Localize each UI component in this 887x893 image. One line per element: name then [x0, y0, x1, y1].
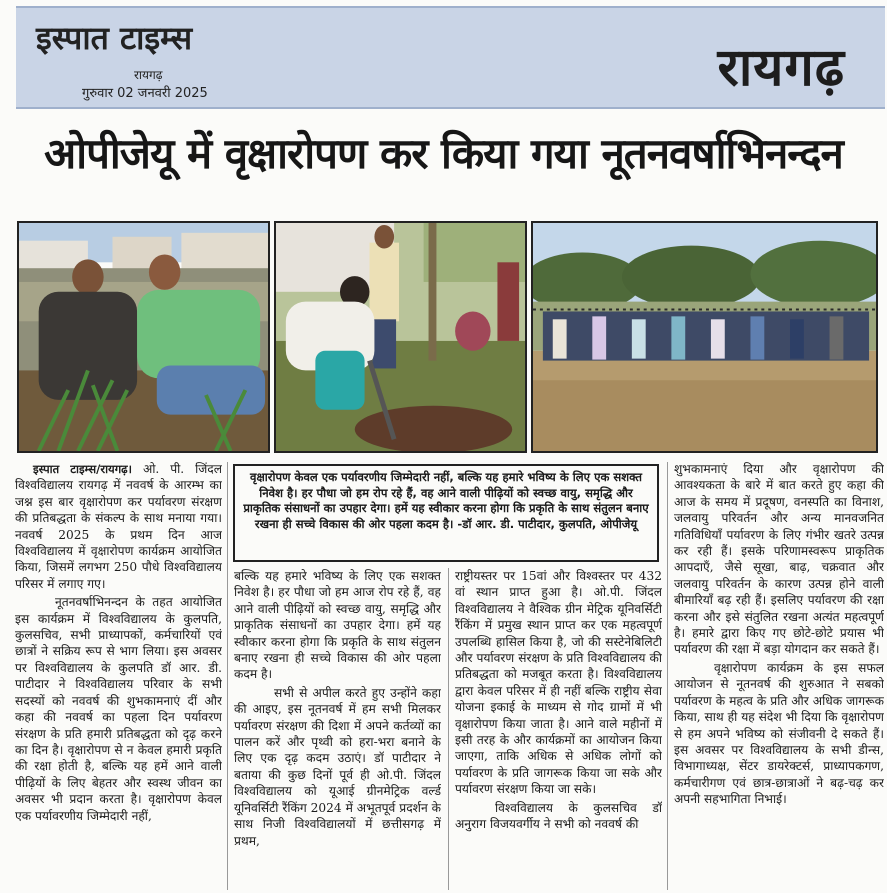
- headline: ओपीजेयू में वृक्षारोपण कर किया गया नूतनवर्षाभिनन्दन: [44, 129, 843, 178]
- photo-group-campus: [531, 221, 878, 453]
- byline: इस्पात टाइम्स/रायगढ़।: [33, 462, 133, 476]
- photo-planting-woman-shovel-icon: [276, 223, 525, 451]
- edition-city: रायगढ़: [134, 68, 163, 82]
- pull-quote: वृक्षारोपण केवल एक पर्यावरणीय जिम्मेदारी नहीं, बल्कि यह हमारे भविष्य के लिए एक सशक्त निवेश है। हर पौधा जो हम रोप रहे हैं, वह आने वाली पीढ़ियों को स्वच्छ वायु, समृद्धि और प्राकृतिक संसाधनों का उपहार देगा। हमें यह स्वीकार करना होगा कि प्रकृति के साथ संतुलन बनाए रखना ही सच्चे विकास की ओर पहला कदम है। -डॉ आर. डी. पाटीदार, कुलपति, ओपीजेयू: [233, 464, 659, 562]
- article-column-4: [674, 461, 884, 891]
- photo-planting-two-men: [17, 221, 270, 453]
- section-title: रायगढ़: [717, 38, 845, 98]
- column-rule: [667, 462, 668, 890]
- article-column-1: [15, 461, 222, 891]
- photo-planting-two-men-icon: [19, 223, 268, 451]
- paragraph: बल्कि यह हमारे भविष्य के लिए एक सशक्त निवेश है। हर पौधा जो हम आज रोप रहे हैं, वह आने वाली पीढ़ियों को स्वच्छ वायु, समृद्धि और प्राकृतिक संसाधनों का उपहार देगा। हमें यह स्वीकार करना होगा कि प्रकृति के साथ संतुलन बनाए रखना ही सच्चे विकास की ओर पहला कदम है।: [234, 569, 441, 682]
- paragraph: विश्वविद्यालय के कुलसचिव डॉ अनुराग विजयवर्गीय ने सभी को नववर्ष की: [455, 800, 662, 832]
- column-rule: [227, 462, 228, 890]
- paragraph: शुभकामनाएं दिया और वृक्षारोपण की आवश्यकता के बारे में बात करते हुए कहा की आज के समय में प्रदूषण, वनस्पति का विनाश, जलवायु परिवर्तन और अन्य मानवजनित गतिविधियाँ पर्यावरण के लिए गंभीर खतरे उत्पन्न कर रही हैं। इसके परिणामस्वरूप प्राकृतिक आपदाएँ, जैसे सूखा, बाढ़, चक्रवात और जलवायु परिवर्तन के कारण उत्पन्न होने वाली बीमारियाँ बढ़ रही हैं। इसलिए पर्यावरण की रक्षा करना और इसे संतुलित रखना अत्यंत महत्वपूर्ण है। हमारे द्वारा किए गए छोटे-छोटे प्रयास भी पर्यावरण की रक्षा में बड़ा योगदान कर सकते हैं।: [674, 462, 884, 657]
- column-rule: [448, 568, 449, 890]
- article-column-2: [234, 568, 441, 890]
- paragraph: सभी से अपील करते हुए उन्होंने कहा की आइए, इस नूतनवर्ष में हम सभी मिलकर पर्यावरण संरक्षण की दिशा में अपने कर्तव्यों का पालन करें और पृथ्वी को हरा-भरा बनाने के लिए एक दृढ़ कदम उठाएं। डॉ पाटीदार ने बताया की कुछ दिनों पूर्व ही ओ.पी. जिंदल विश्वविद्यालय को यूआई ग्रीनमेट्रिक वर्ल्ड यूनिवर्सिटी रैंकिंग 2024 में अभूतपूर्व प्रदर्शन के साथ निजी विश्वविद्यालयों में छत्तीसगढ़ में प्रथम,: [234, 685, 441, 848]
- paragraph: वृक्षारोपण कार्यक्रम के इस सफल आयोजन से नूतनवर्ष की शुरुआत ने सबको पर्यावरण के महत्व के प्रति और अधिक जागरूक किया, साथ ही यह संदेश भी दिया कि वृक्षारोपण से हम अपने भविष्य को संजीवनी दे सकते हैं। इस अवसर पर विश्वविद्यालय के सभी डीन्स, विभागाध्यक्ष, सेंटर डायरेक्टर्स, प्राध्यापकगण, कर्मचारीगण एवं छात्र-छात्राओं ने बढ़-चढ़ कर अपनी सहभागिता निभाई।: [674, 660, 884, 807]
- newspaper-name: इस्पात टाइम्स: [36, 19, 193, 57]
- edition-date: गुरुवार 02 जनवरी 2025: [82, 86, 208, 101]
- paragraph: ओ. पी. जिंदल विश्वविद्यालय रायगढ़ में नववर्ष के आरम्भ का जश्न इस बार वृक्षारोपण कर पर्यावरण संरक्षण की प्रतिबद्धता के संकल्प के साथ मनाया गया। नववर्ष 2025 के प्रथम दिन आज विश्वविद्यालय में वृक्षारोपण कार्यक्रम आयोजित किया, जिसमें लगभग 250 पौधे विश्वविद्यालय परिसर में लगाए गए।: [15, 462, 222, 591]
- photo-group-campus-icon: [533, 223, 876, 451]
- article-column-3: [455, 568, 662, 890]
- paragraph: राष्ट्रीयस्तर पर 15वां और विश्वस्तर पर 432 वां स्थान प्राप्त हुआ है। ओ.पी. जिंदल विश्वविद्यालय ने वैश्विक ग्रीन मेट्रिक यूनिवर्सिटी रैंकिंग में प्रमुख स्थान प्राप्त कर एक महत्वपूर्ण उपलब्धि हासिल किया है, जो की सस्टेनेबिलिटी और पर्यावरण संरक्षण के प्रति विश्वविद्यालय की प्रतिबद्धता को मजबूत करता है। विश्वविद्यालय द्वारा केवल परिसर में ही नहीं बल्कि राष्ट्रीय सेवा योजना इकाई के माध्यम से गोद ग्रामों में भी वृक्षारोपण किया जाता है। आने वाले महीनों में इसी तरह के और कार्यक्रमों का आयोजन किया जाएगा, ताकि अधिक से अधिक लोगों को पर्यावरण के प्रति जागरूक किया जा सके और पर्यावरण संरक्षण किया जा सके।: [455, 569, 662, 797]
- masthead: [16, 6, 885, 109]
- paragraph: नूतनवर्षाभिनन्दन के तहत आयोजित इस कार्यक्रम में विश्वविद्यालय के कुलपति, कुलसचिव, सभी प्राध्यापकों, कर्मचारियों एवं छात्रों ने सक्रिय रूप से भाग लिया। इस अवसर पर विश्वविद्यालय के कुलपति डॉ आर. डी. पाटीदार ने विश्वविद्यालय परिवार के सभी सदस्यों को नववर्ष की शुभकामनाएं दीं और कहा की नववर्ष का पहला दिन पर्यावरण संरक्षण के प्रति हमारी प्रतिबद्धता को दृढ़ करने का दिन है। वृक्षारोपण से न केवल हमारी प्रकृति की रक्षा होती है, बल्कि यह हमें आने वाली पीढ़ियों के लिए बेहतर और स्वस्थ जीवन का अवसर भी प्रदान करता है। वृक्षारोपण केवल एक पर्यावरणीय जिम्मेदारी नहीं,: [15, 595, 222, 823]
- photo-planting-woman-shovel: [274, 221, 527, 453]
